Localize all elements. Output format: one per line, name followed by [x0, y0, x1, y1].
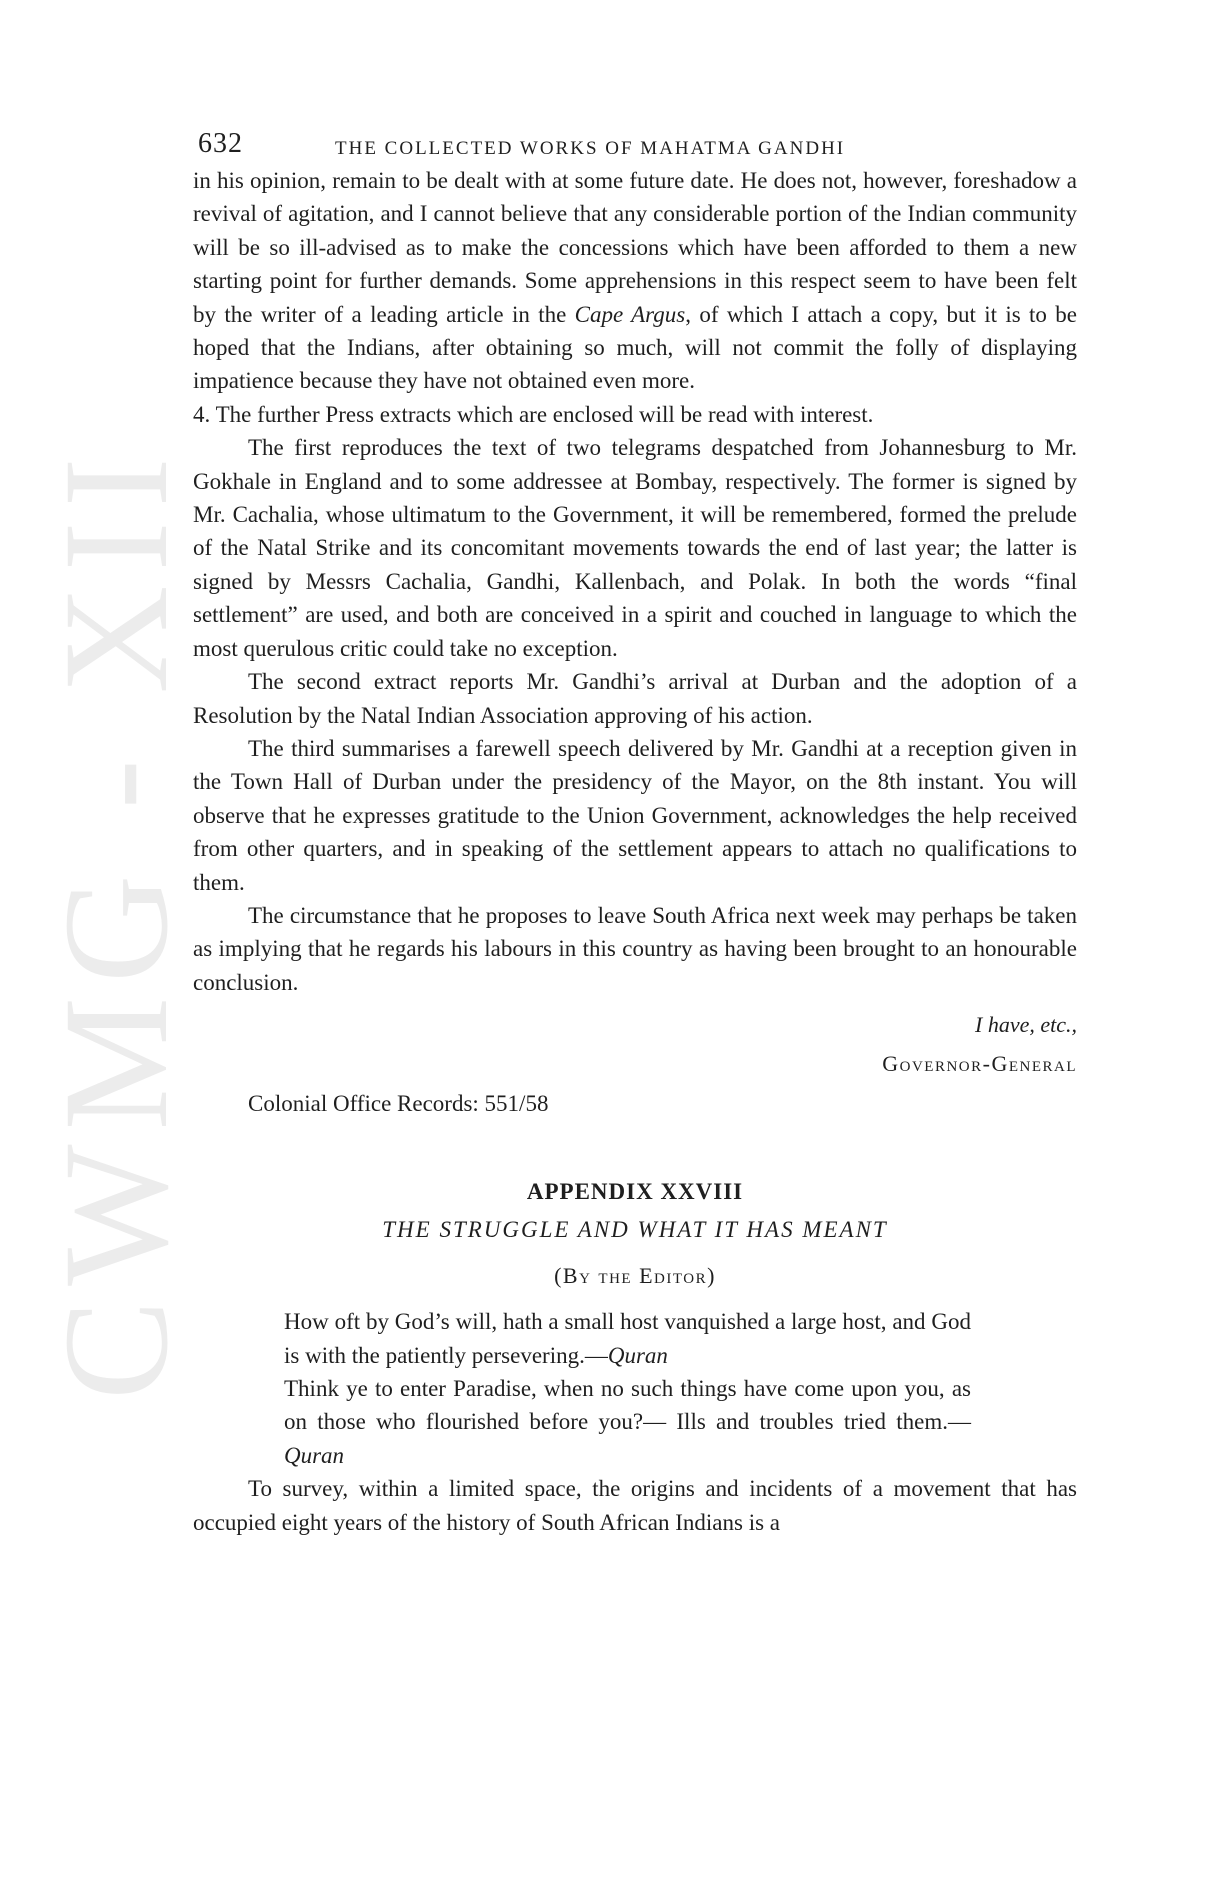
paragraph-numbered: 4. The further Press extracts which are enclosed will be read with interest.	[193, 401, 874, 427]
letter-closing	[193, 1005, 1077, 1083]
epigraph-quote	[284, 1305, 971, 1372]
watermark: CWMG - XII	[33, 443, 199, 1400]
page-header	[193, 128, 1077, 164]
appendix-title: APPENDIX XXVIII	[526, 1179, 744, 1205]
paragraph-conclusion: The circumstance that he proposes to leave South Africa next week may perhaps be taken as implying that he regards his labours in this country as having been brought to an honourable conclusion.	[193, 902, 1077, 995]
paragraph-second-extract: The second extract reports Mr. Gandhi’s arrival at Durban and the adoption of a Resolution by the Natal Indian Association approving of his action.	[193, 669, 1077, 728]
epigraph-attribution: Quran	[284, 1442, 345, 1468]
paragraph-body: To survey, within a limited space, the origins and incidents of a movement that has occupied eight years of the history of South African Indians is a	[193, 1476, 1077, 1535]
epigraph-attribution: Quran	[607, 1342, 668, 1368]
paragraph-third-extract: The third summarises a farewell speech delivered by Mr. Gandhi at a reception given in the Town Hall of Durban under the presidency of the Mayor, on the 8th instant. You will observe that he expresses gratitude to the Union Government, acknowledges the help received from other quarters, and in speaking of the settlement appears to attach no qualifications to them.	[193, 735, 1077, 895]
paragraph-first-extract: The first reproduces the text of two telegrams despatched from Johannesburg to Mr. Gokhale in England and to some addressee at Bombay, respectively. The former is signed by Mr. Cachalia, whose ultimatum to the Government, it will be remembered, formed the prelude of the Natal Strike and its concomitant movements towards the end of last year; the latter is signed by Messrs Cachalia, Gandhi, Kallenbach, and Polak. In both the words “final settlement” are used, and both are conceived in a spirit and couched in language to which the most querulous critic could take no exception.	[193, 435, 1077, 661]
epigraph-quote-text: How oft by God’s will, hath a small host vanquished a large host, and God is with the patiently persevering.—	[284, 1309, 971, 1368]
paragraph-text: in his opinion, remain to be dealt with at some future date. He does not, however, foreshadow a revival of agitation, and I cannot believe that any considerable portion of the Indian community will be so ill-advised as to make the concessions which have been afforded to them a new starting point for further demands. Some apprehensions in this respect seem to have been felt by the writer of a leading article in the	[193, 168, 1077, 327]
epigraph	[284, 1305, 971, 1472]
byline: (By the Editor)	[554, 1263, 716, 1289]
newspaper-title: Cape Argus	[574, 301, 686, 327]
signatory: Governor-General	[882, 1051, 1077, 1077]
epigraph-quote-text: Think ye to enter Paradise, when no such things have come upon you, as on those who flourished before you?— Ills and troubles tried them.—	[284, 1375, 971, 1435]
paragraph-continuation	[193, 164, 1077, 398]
epigraph-quote	[284, 1372, 971, 1472]
running-head: THE COLLECTED WORKS OF MAHATMA GANDHI	[335, 138, 846, 159]
page-body	[193, 128, 1077, 1539]
appendix-subtitle: THE STRUGGLE AND WHAT IT HAS MEANT	[382, 1217, 888, 1243]
source-citation: Colonial Office Records: 551/58	[248, 1091, 549, 1117]
page-number: 632	[198, 128, 243, 159]
courtesy-line: I have, etc.,	[975, 1012, 1077, 1038]
paragraph-text-end: , of which I attach a copy, but it is to be hoped that the Indians, after obtaining so much, will not commit the folly of displaying impatience because they have not obtained even more.	[193, 301, 1077, 394]
